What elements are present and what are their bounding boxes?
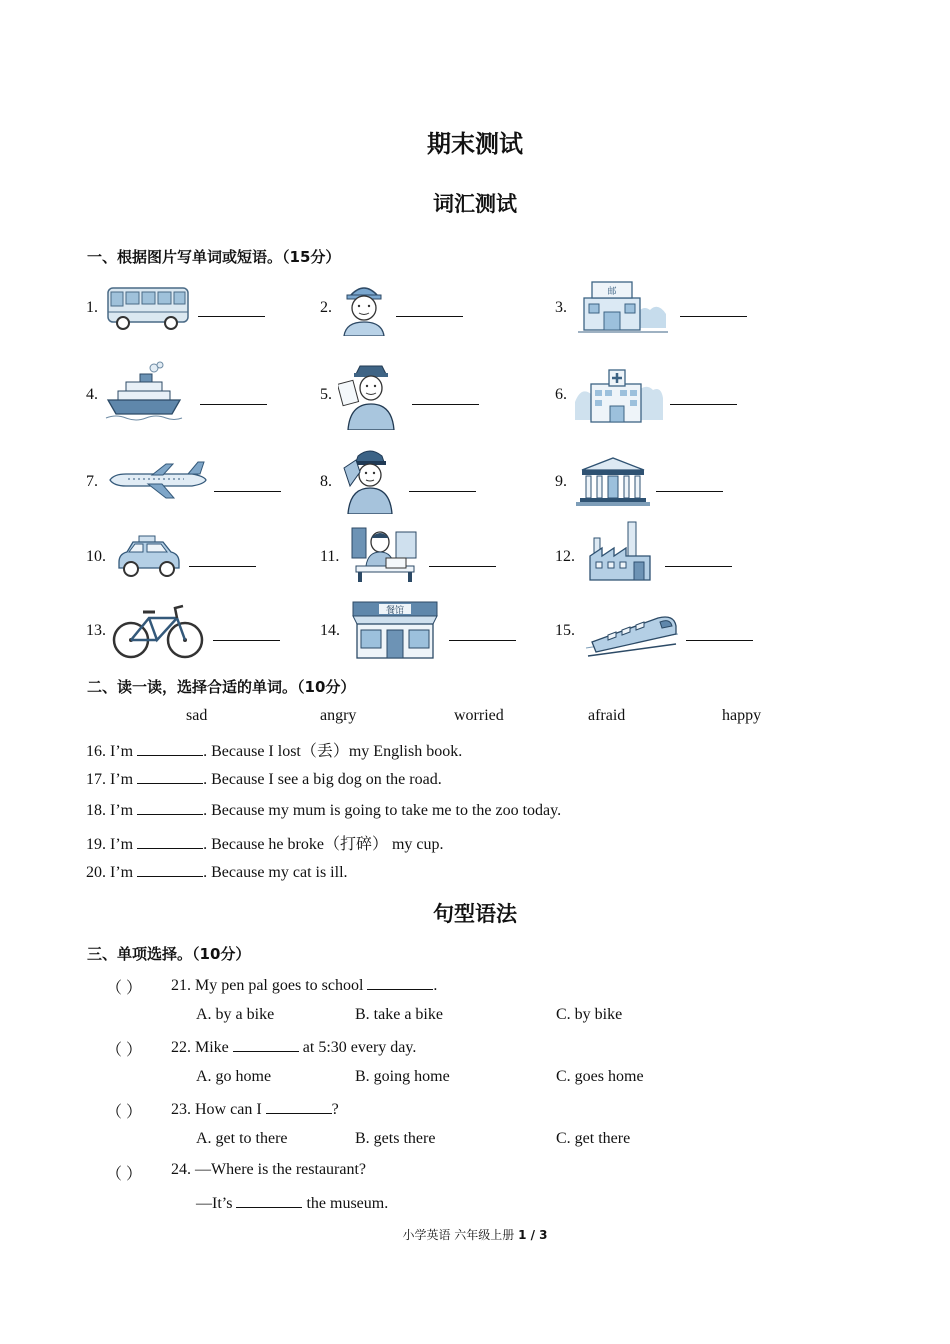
answer-blank[interactable] xyxy=(137,834,203,849)
restaurant-sign: 餐馆 xyxy=(385,606,405,616)
answer-blank[interactable] xyxy=(412,389,479,405)
police-officer-icon xyxy=(342,446,398,514)
item-number: 6. xyxy=(555,386,567,403)
item-number: 14. xyxy=(320,622,340,639)
taxi-icon xyxy=(113,532,183,580)
answer-blank[interactable] xyxy=(137,862,203,877)
answer-blank[interactable] xyxy=(429,551,496,567)
postman-icon xyxy=(338,358,400,430)
item-number: 3. xyxy=(555,299,567,316)
section3-heading: 三、单项选择。（10分） xyxy=(87,945,251,963)
worker-icon xyxy=(338,278,390,336)
item-number: 13. xyxy=(86,622,106,639)
page-number: 1 / 3 xyxy=(518,1228,548,1242)
answer-paren[interactable]: （ ） xyxy=(106,1104,143,1121)
answer-paren[interactable]: （ ） xyxy=(106,980,143,997)
answer-blank[interactable] xyxy=(214,476,281,492)
option-a[interactable]: A. go home xyxy=(196,1068,272,1085)
answer-blank[interactable] xyxy=(213,625,280,641)
word-bank-item: afraid xyxy=(588,707,626,724)
sentence-17: 17. I’m . Because I see a big dog on the road. xyxy=(86,771,442,788)
answer-blank[interactable] xyxy=(680,301,747,317)
word-bank-item: angry xyxy=(320,707,357,724)
ship-icon xyxy=(104,360,184,422)
question-23: 23. How can I ? xyxy=(171,1101,339,1118)
item-number: 9. xyxy=(555,473,567,490)
page-title: 期末测试 xyxy=(427,130,523,158)
answer-paren[interactable]: （ ） xyxy=(106,1042,143,1059)
item-number: 12. xyxy=(555,548,575,565)
answer-blank[interactable] xyxy=(236,1193,302,1208)
answer-blank[interactable] xyxy=(396,301,463,317)
sentence-16: 16. I’m . Because I lost（丢）my English book. xyxy=(86,743,463,760)
answer-blank[interactable] xyxy=(233,1037,299,1052)
vocab-heading: 词汇测试 xyxy=(433,192,517,216)
answer-blank[interactable] xyxy=(189,551,256,567)
option-c[interactable]: C. get there xyxy=(556,1130,631,1147)
word-bank-item: happy xyxy=(722,707,762,724)
option-a[interactable]: A. by a bike xyxy=(196,1006,275,1023)
post-office-sign: 邮 xyxy=(607,287,617,297)
item-number: 7. xyxy=(86,473,98,490)
question-22: 22. Mike at 5:30 every day. xyxy=(171,1039,417,1056)
section1-heading: 一、根据图片写单词或短语。（15分） xyxy=(87,248,341,266)
answer-blank[interactable] xyxy=(266,1099,332,1114)
item-number: 11. xyxy=(320,548,340,565)
restaurant-icon xyxy=(349,598,441,662)
office-worker-icon xyxy=(350,526,420,584)
answer-blank[interactable] xyxy=(137,769,203,784)
item-number: 2. xyxy=(320,299,332,316)
question-21: 21. My pen pal goes to school . xyxy=(171,977,438,994)
museum-icon xyxy=(576,454,650,508)
grammar-heading: 句型语法 xyxy=(433,902,517,926)
answer-blank[interactable] xyxy=(137,800,203,815)
post-office-icon xyxy=(576,276,670,338)
item-number: 4. xyxy=(86,386,98,403)
plane-icon xyxy=(104,460,208,500)
answer-blank[interactable] xyxy=(656,476,723,492)
sentence-18: 18. I’m . Because my mum is going to take me to the zoo today. xyxy=(86,802,562,819)
answer-blank[interactable] xyxy=(367,975,433,990)
factory-icon xyxy=(588,520,652,586)
option-c[interactable]: C. by bike xyxy=(556,1006,623,1023)
option-b[interactable]: B. take a bike xyxy=(355,1006,443,1023)
train-icon xyxy=(584,604,680,662)
page-footer: 小学英语 六年级上册 1 / 3 xyxy=(402,1228,548,1242)
item-number: 10. xyxy=(86,548,106,565)
answer-blank[interactable] xyxy=(686,625,753,641)
sentence-19: 19. I’m . Because he broke（打碎） my cup. xyxy=(86,836,444,853)
option-b[interactable]: B. going home xyxy=(355,1068,450,1085)
answer-blank[interactable] xyxy=(200,389,267,405)
option-b[interactable]: B. gets there xyxy=(355,1130,436,1147)
bus-icon xyxy=(105,282,191,332)
item-number: 15. xyxy=(555,622,575,639)
hospital-icon xyxy=(573,364,665,428)
item-number: 8. xyxy=(320,473,332,490)
option-c[interactable]: C. goes home xyxy=(556,1068,644,1085)
sentence-20: 20. I’m . Because my cat is ill. xyxy=(86,864,348,881)
answer-blank[interactable] xyxy=(665,551,732,567)
answer-blank[interactable] xyxy=(409,476,476,492)
answer-blank[interactable] xyxy=(670,389,737,405)
word-bank-item: worried xyxy=(454,707,504,724)
section2-heading: 二、读一读，选择合适的单词。（10分） xyxy=(87,678,356,696)
bike-icon xyxy=(111,600,205,662)
option-a[interactable]: A. get to there xyxy=(196,1130,288,1147)
answer-blank[interactable] xyxy=(449,625,516,641)
answer-blank[interactable] xyxy=(137,741,203,756)
word-bank-item: sad xyxy=(186,707,208,724)
item-number: 1. xyxy=(86,299,98,316)
answer-blank[interactable] xyxy=(198,301,265,317)
item-number: 5. xyxy=(320,386,332,403)
answer-paren[interactable]: （ ） xyxy=(106,1166,143,1183)
question-24: 24. —Where is the restaurant? xyxy=(171,1161,367,1178)
question-24-answer-line: —It’s the museum. xyxy=(196,1195,389,1212)
